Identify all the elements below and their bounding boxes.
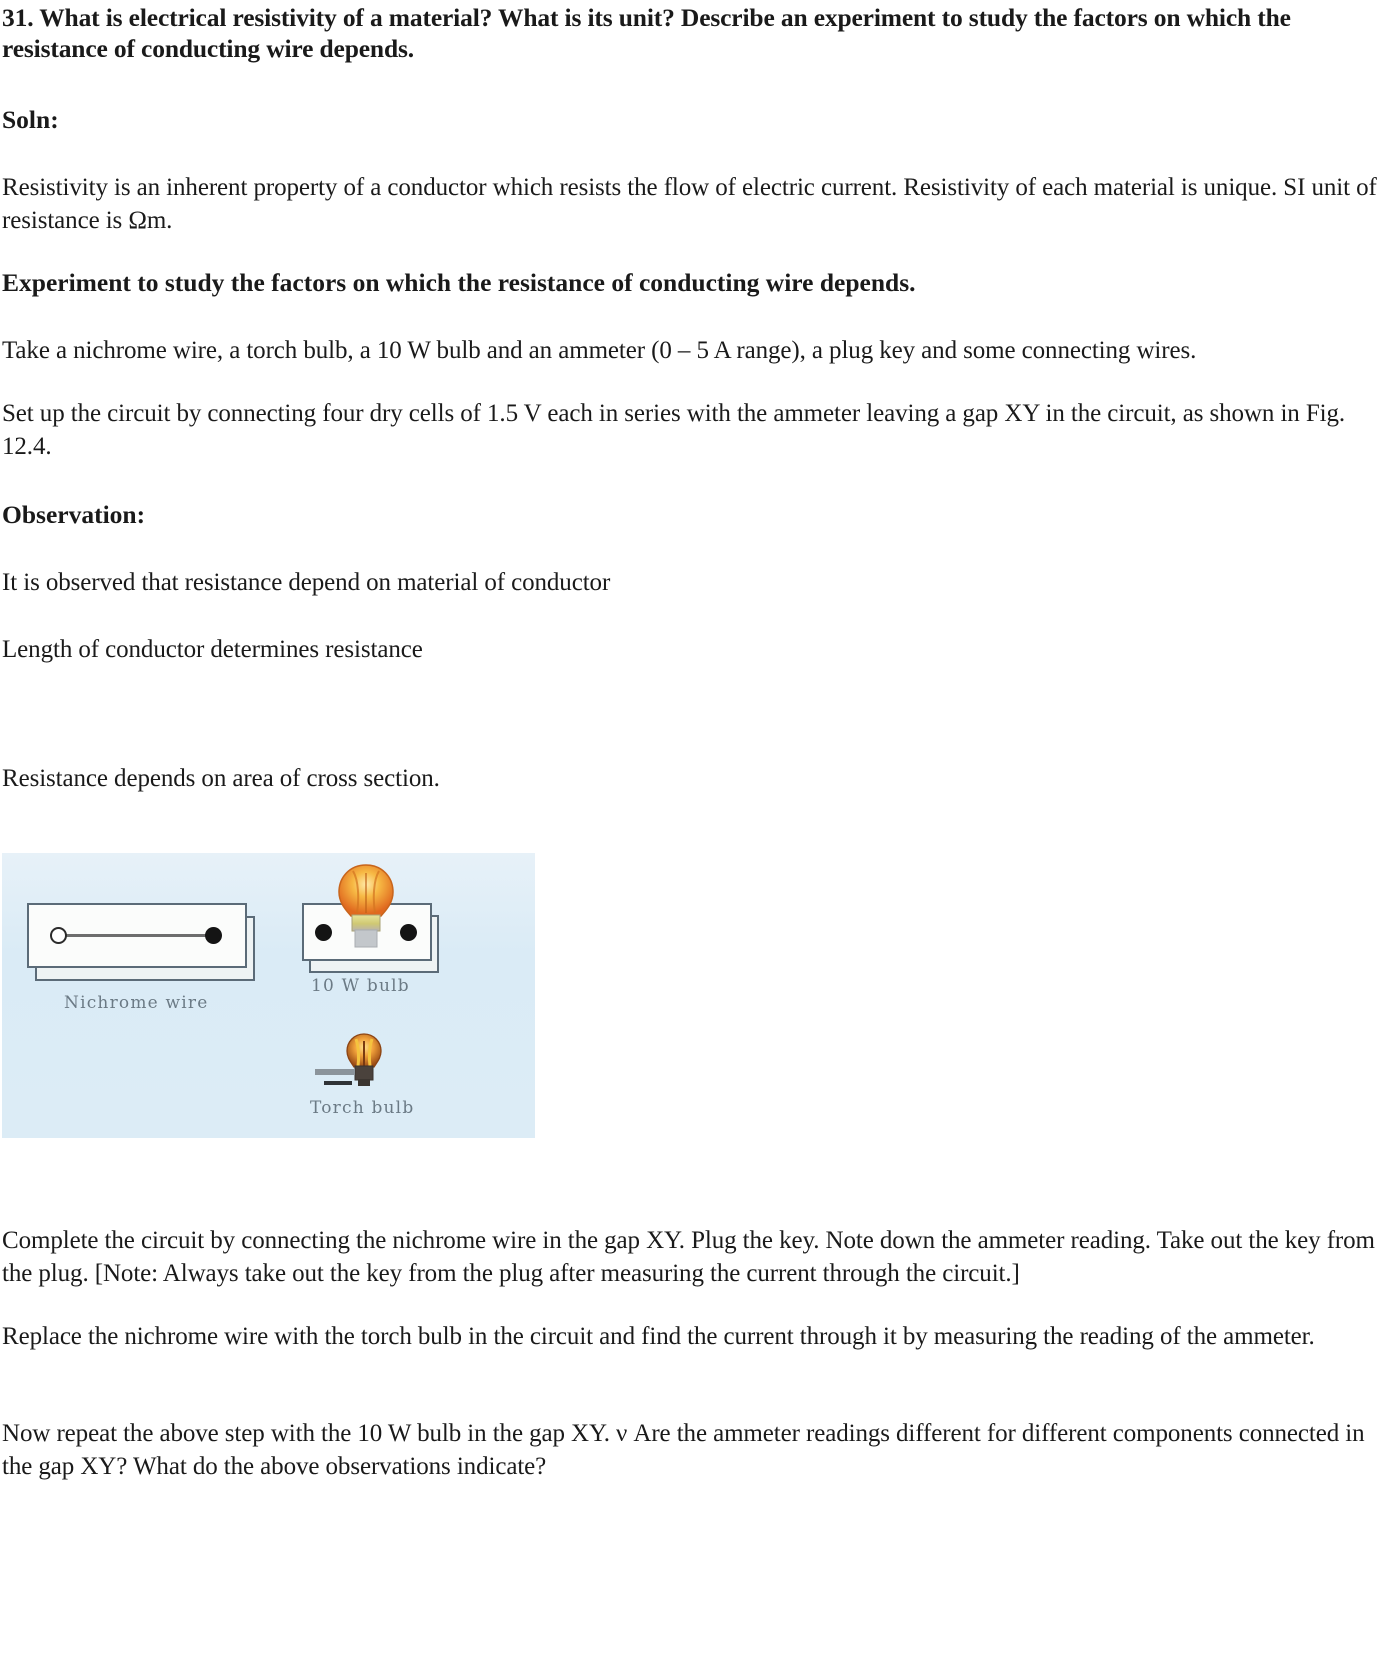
procedure-paragraph-1: Complete the circuit by connecting the nichrome wire in the gap XY. Plug the key. Note down the ammeter reading. Take out the key from the plug. [Note: Always take out the key from the plug after measuring the current through the circuit.] bbox=[2, 1227, 1375, 1287]
nichrome-wire-caption: Nichrome wire bbox=[64, 993, 209, 1013]
spacer bbox=[2, 666, 1396, 762]
observation-item-2: Length of conductor determines resistance bbox=[2, 636, 423, 663]
spacer bbox=[2, 367, 1396, 397]
figure-bottom-band bbox=[2, 1130, 535, 1138]
torch-bulb-base-wire bbox=[324, 1081, 352, 1085]
observation-item-3: Resistance depends on area of cross section. bbox=[2, 765, 440, 792]
solution-label: Soln: bbox=[2, 105, 59, 134]
definition-paragraph: Resistivity is an inherent property of a conductor which resists the flow of electric current. Resistivity of each material is unique. SI unit of resistance is Ωm. bbox=[2, 174, 1377, 234]
spacer bbox=[2, 298, 1396, 334]
spacer bbox=[2, 64, 1396, 104]
experiment-figure bbox=[2, 853, 535, 1138]
spacer bbox=[2, 599, 1396, 633]
setup-paragraph: Set up the circuit by connecting four dry cells of 1.5 V each in series with the ammeter leaving a gap XY in the circuit, as shown in Fig. 12.4. bbox=[2, 400, 1346, 460]
tenwatt-bulb-caption: 10 W bulb bbox=[311, 976, 410, 996]
procedure-paragraph-3: Now repeat the above step with the 10 W bulb in the gap XY. ν Are the ammeter readings different for different components connected in the gap XY? What do the above observations indicate? bbox=[2, 1420, 1365, 1480]
observation-item-1: It is observed that resistance depend on material of conductor bbox=[2, 569, 611, 596]
question-heading: 31. What is electrical resistivity of a material? What is its unit? Describe an experiment to study the factors on which the resistance of conducting wire depends. bbox=[2, 3, 1291, 63]
materials-paragraph: Take a nichrome wire, a torch bulb, a 10 W bulb and an ammeter (0 – 5 A range), a plug key and some connecting wires. bbox=[2, 337, 1197, 364]
torch-bulb-lead-wire bbox=[315, 1069, 355, 1075]
spacer bbox=[2, 135, 1396, 171]
spacer bbox=[2, 1353, 1396, 1417]
spacer bbox=[2, 1290, 1396, 1320]
observation-label: Observation: bbox=[2, 500, 146, 529]
torch-bulb-caption: Torch bulb bbox=[310, 1098, 415, 1118]
spacer bbox=[2, 237, 1396, 267]
spacer bbox=[2, 530, 1396, 566]
experiment-heading: Experiment to study the factors on which the resistance of conducting wire depends. bbox=[2, 268, 916, 297]
spacer bbox=[2, 463, 1396, 499]
procedure-paragraph-2: Replace the nichrome wire with the torch bulb in the circuit and find the current through it by measuring the reading of the ammeter. bbox=[2, 1323, 1315, 1350]
nichrome-terminal-right bbox=[205, 927, 222, 944]
nichrome-terminal-left bbox=[50, 927, 67, 944]
spacer bbox=[2, 795, 1396, 853]
nichrome-wire-strand bbox=[58, 934, 213, 937]
tenwatt-bulb-icon bbox=[329, 861, 403, 951]
spacer bbox=[2, 1138, 1396, 1224]
